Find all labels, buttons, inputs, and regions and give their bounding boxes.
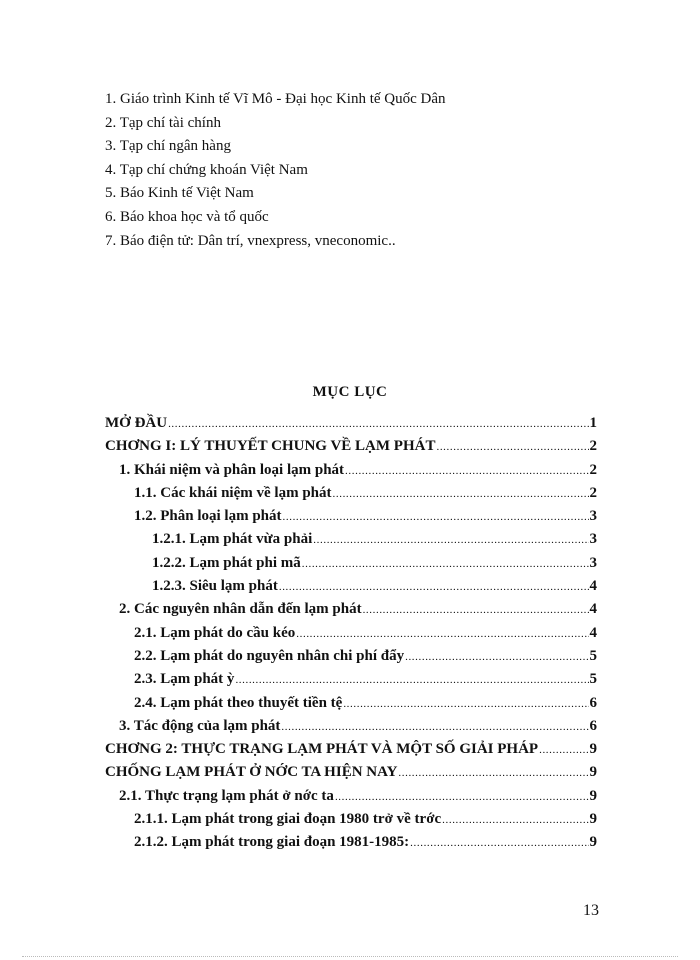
toc-entry-page: 6: [589, 717, 597, 734]
toc-entry: [105, 831, 597, 854]
toc-entry: [105, 738, 597, 761]
toc-entry-title: 1.2.2. Lạm phát phi mã: [152, 554, 301, 571]
toc-entry-title: CHƠNG 2: THỰC TRẠNG LẠM PHÁT VÀ MỘT SỐ GIẢI PHÁP: [105, 741, 539, 758]
toc-entry-title: 2.4. Lạm phát theo thuyết tiền tệ: [134, 694, 343, 711]
toc-entry-title: CHỐNG LẠM PHÁT Ở NỚC TA HIỆN NAY: [105, 764, 398, 781]
toc-entry: [105, 435, 597, 458]
reference-item: 5. Báo Kinh tế Việt Nam: [105, 185, 254, 202]
toc-entry-page: 2: [589, 438, 597, 455]
toc-entry-title: 1.2. Phân loại lạm phát: [134, 508, 282, 525]
toc-entry: [105, 552, 597, 575]
toc-entry-page: 9: [589, 787, 597, 804]
toc-entry-title: 2.1. Thực trạng lạm phát ở nớc ta: [119, 787, 334, 804]
toc-entry-page: 5: [589, 647, 597, 664]
toc-entry: [105, 528, 597, 551]
toc-leader-dots: [313, 529, 588, 552]
toc-leader-dots: [436, 436, 588, 459]
toc-entry-title: 1. Khái niệm và phân loại lạm phát: [119, 461, 345, 478]
toc-entry-title: CHƠNG I: LÝ THUYẾT CHUNG VỀ LẠM PHÁT: [105, 438, 436, 455]
toc-leader-dots: [363, 599, 589, 622]
toc-entry-title: 2.1. Lạm phát do cầu kéo: [134, 624, 296, 641]
reference-item: 1. Giáo trình Kinh tế Vĩ Mô - Đại học Kinh tế Quốc Dân: [105, 91, 446, 107]
toc-entry: [105, 505, 597, 528]
reference-item: 6. Báo khoa học và tổ quốc: [105, 208, 269, 225]
toc-entry-page: 9: [589, 834, 597, 851]
toc-entry: [105, 645, 597, 668]
toc-entry: [105, 598, 597, 621]
toc-entry-page: 3: [589, 531, 597, 548]
toc-leader-dots: [283, 506, 589, 529]
toc-entry-page: 1: [589, 415, 597, 431]
toc-entry-title: 2.1.2. Lạm phát trong giai đoạn 1981-1985:: [134, 834, 410, 851]
toc-leader-dots: [405, 646, 588, 669]
toc-entry: [105, 808, 597, 831]
table-of-contents: [105, 412, 597, 855]
toc-entry: [105, 622, 597, 645]
toc-entry-title: 2.1.1. Lạm phát trong giai đoạn 1980 trở về trớc: [134, 811, 442, 828]
toc-entry-page: 9: [589, 811, 597, 828]
toc-leader-dots: [539, 739, 588, 762]
reference-item: 7. Báo điện tử: Dân trí, vnexpress, vneconomic..: [105, 232, 396, 249]
toc-entry-page: 3: [589, 508, 597, 525]
toc-leader-dots: [345, 460, 588, 483]
toc-entry-title: 1.1. Các khái niệm về lạm phát: [134, 484, 332, 501]
toc-entry-title: MỞ ĐẦU: [105, 415, 168, 431]
toc-leader-dots: [398, 762, 588, 785]
toc-entry-page: 5: [589, 671, 597, 688]
reference-list: [105, 88, 605, 253]
toc-entry-title: 2.2. Lạm phát do nguyên nhân chi phí đẩy: [134, 647, 405, 664]
toc-entry: [105, 692, 597, 715]
toc-entry-page: 2: [589, 461, 597, 478]
toc-title: MỤC LỤC: [312, 384, 388, 400]
toc-entry-page: 3: [589, 554, 597, 571]
toc-leader-dots: [168, 413, 588, 436]
toc-entry-title: 1.2.3. Siêu lạm phát: [152, 578, 278, 595]
toc-entry-title: 2. Các nguyên nhân dẫn đến lạm phát: [119, 601, 362, 618]
toc-entry-page: 9: [589, 764, 597, 781]
toc-entry: [105, 575, 597, 598]
toc-entry-title: 3. Tác động của lạm phát: [119, 717, 281, 734]
toc-entry-title: 2.3. Lạm phát ỳ: [134, 671, 235, 688]
toc-leader-dots: [442, 809, 588, 832]
toc-entry-page: 4: [589, 601, 597, 618]
toc-leader-dots: [335, 786, 589, 809]
toc-entry-page: 6: [589, 694, 597, 711]
toc-leader-dots: [235, 669, 588, 692]
toc-entry: [105, 459, 597, 482]
toc-leader-dots: [302, 553, 589, 576]
toc-entry: [105, 715, 597, 738]
toc-leader-dots: [296, 623, 588, 646]
toc-entry: [105, 482, 597, 505]
page-bottom-divider: [22, 956, 678, 957]
toc-leader-dots: [281, 716, 588, 739]
reference-item: 3. Tạp chí ngân hàng: [105, 138, 231, 155]
toc-entry: [105, 668, 597, 691]
toc-entry: [105, 761, 597, 784]
toc-leader-dots: [333, 483, 589, 506]
reference-item: 4. Tạp chí chứng khoán Việt Nam: [105, 161, 308, 178]
toc-entry-page: 4: [589, 578, 597, 595]
reference-item: 2. Tạp chí tài chính: [105, 114, 221, 131]
page-number: 13: [583, 902, 599, 919]
toc-entry: [105, 412, 597, 435]
toc-entry-page: 9: [589, 741, 597, 758]
toc-entry-page: 4: [589, 624, 597, 641]
toc-entry-title: 1.2.1. Lạm phát vừa phải: [152, 531, 313, 548]
toc-entry-page: 2: [589, 484, 597, 501]
toc-entry: [105, 785, 597, 808]
toc-leader-dots: [343, 693, 588, 716]
toc-leader-dots: [410, 832, 588, 855]
toc-leader-dots: [279, 576, 589, 599]
